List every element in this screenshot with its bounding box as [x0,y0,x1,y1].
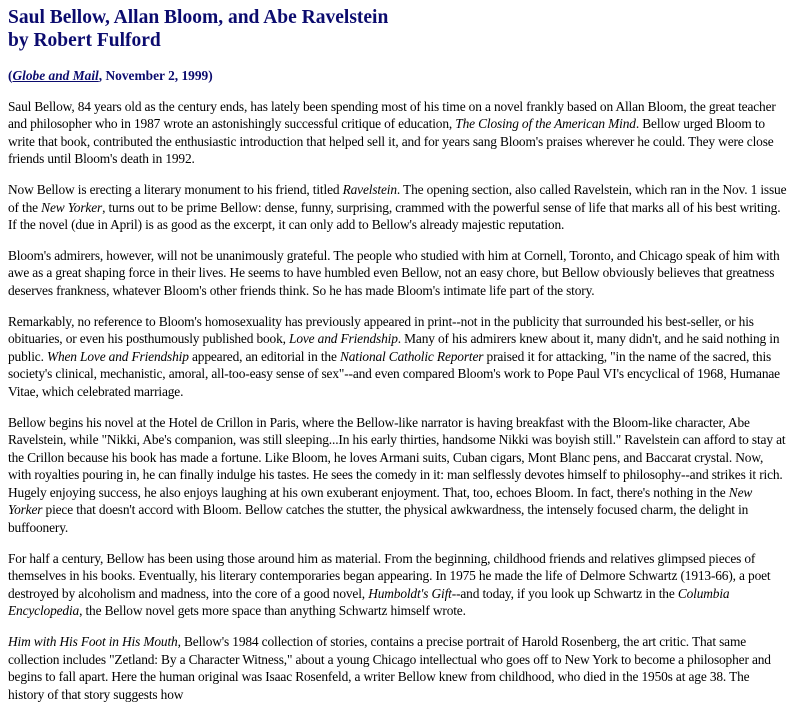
italic-title-text: New Yorker [8,484,753,518]
paragraph-text: praised it for attacking, "in the name of the sacred, this society's clinical, mechanistic, amoral, all-too-easy sense of sex"--and even compared Bloom's work to Pope Paul VI's encyclical of 1968, Humanae Vitae, which celebrated marriage. [8,348,780,399]
paragraph-text: , turns out to be prime Bellow: dense, funny, surprising, crammed with the powerful sense of life that marks all of his best writing. If the novel (due in April) is as good as the excerpt, it can only add to Bellow's already majestic reputation. [8,199,781,233]
italic-title-text: Ravelstein [342,181,397,197]
paragraph-text: Now Bellow is erecting a literary monument to his friend, titled [8,181,343,197]
article-paragraph [8,550,788,620]
paragraph-text: For half a century, Bellow has been using those around him as material. From the beginning, childhood friends and relatives glimpsed pieces of themselves in his books. Eventually, his literary contemporaries began appearing. In 1975 he made the life of Delmore Schwartz (1913-66), a poet destroyed by alcoholism and madness, into the core of a good novel, [8,550,771,601]
article-paragraph [8,247,788,300]
paragraph-text: Saul Bellow, 84 years old as the century ends, has lately been spending most of his time on a novel frankly based on Allan Bloom, the great teacher and philosopher who in 1987 wrote an astonishingly successful critique of education, [8,98,776,132]
paragraph-text: Remarkably, no reference to Bloom's homosexuality has previously appeared in print--not in the publicity that surrounded his best-seller, or his obituaries, or even his posthumously published book, [8,313,754,347]
paragraph-text: . The opening section, also called Ravelstein, which ran in the Nov. 1 issue of the [8,181,787,215]
page-title [8,6,788,52]
article-paragraph [8,414,788,537]
italic-title-text: New Yorker [41,199,103,215]
paragraph-text: , Bellow's 1984 collection of stories, contains a precise portrait of Harold Rosenberg, the art critic. That same collection includes "Zetland: By a Character Witness," about a young Chicago intellectual who goes off to New York to become a philosopher and begins to fall apart. Here the human original was Isaac Rosenfeld, a writer Bellow knew from childhood, who died in the 1950s at age 38. The history of that story suggests how [8,634,771,702]
italic-title-text: Love and Friendship [289,331,398,347]
italic-title-text: When Love and Friendship [46,348,189,364]
paragraph-text: . Bellow urged Bloom to write that book, contributed the enthusiastic introduction that helped sell it, and for years sang Bloom's praises wherever he could. They were close friends until Bloom's death in 1992. [8,116,774,167]
article-paragraph [8,633,788,703]
source-line [8,67,788,85]
article-paragraph [8,313,788,401]
paragraph-text: appeared, an editorial in the [188,348,340,364]
italic-title-text: Humboldt's Gift [368,585,452,601]
article-body [8,98,788,703]
source-open: ( [8,68,13,83]
article-paragraph [8,181,788,234]
italic-title-text: National Catholic Reporter [339,348,484,364]
italic-title-text: Columbia Encyclopedia [8,585,730,619]
title-byline: by Robert Fulford [8,30,161,51]
paragraph-text: --and today, if you look up Schwartz in the [451,585,678,601]
italic-title-text: Him with His Foot in His Mouth [8,634,178,650]
source-date: , November 2, 1999) [98,68,213,83]
paragraph-text: piece that doesn't accord with Bloom. Bellow catches the stutter, the physical awkwardness, the intensely focused charm, the delight in buffoonery. [8,502,749,536]
source-link[interactable]: Globe and Mail [12,68,99,83]
article-paragraph [8,98,788,168]
italic-title-text: The Closing of the American Mind [455,116,636,132]
title-line-1: Saul Bellow, Allan Bloom, and Abe Ravelstein [8,7,389,28]
paragraph-text: . Many of his admirers knew about it, many didn't, and he said nothing in public. [8,331,780,364]
paragraph-text: Bellow begins his novel at the Hotel de Crillon in Paris, where the Bellow-like narrator is having breakfast with the Bloom-like character, Abe Ravelstein, while "Nikki, Abe's companion, was still sleeping...In his early thirties, handsome Nikki was boyish still." Ravelstein can afford to stay at the Crillon because his book has made a fortune. Like Bloom, he loves Armani suits, Cuban cigars, Mont Blanc pens, and Baccarat crystal. Now, with royalties pouring in, he can finally indulge his tastes. He sees the comedy in it: man selflessly devotes himself to philosophy--and strikes it rich. Hugely enjoying success, he also enjoys laughing at his own exuberant enjoyment. That, too, echoes Bloom. In fact, there's nothing in the [8,414,786,500]
paragraph-text: Bloom's admirers, however, will not be unanimously grateful. The people who studied with him at Cornell, Toronto, and Chicago speak of him with awe as a great shaping force in their lives. He seems to have humbled even Bellow, not an easy chore, but Bellow obviously believes that greatness deserves frankness, whatever Bloom's other friends think. So he has made Bloom's intimate life part of the story. [8,247,780,298]
paragraph-text: , the Bellow novel gets more space than anything Schwartz himself wrote. [79,603,466,619]
